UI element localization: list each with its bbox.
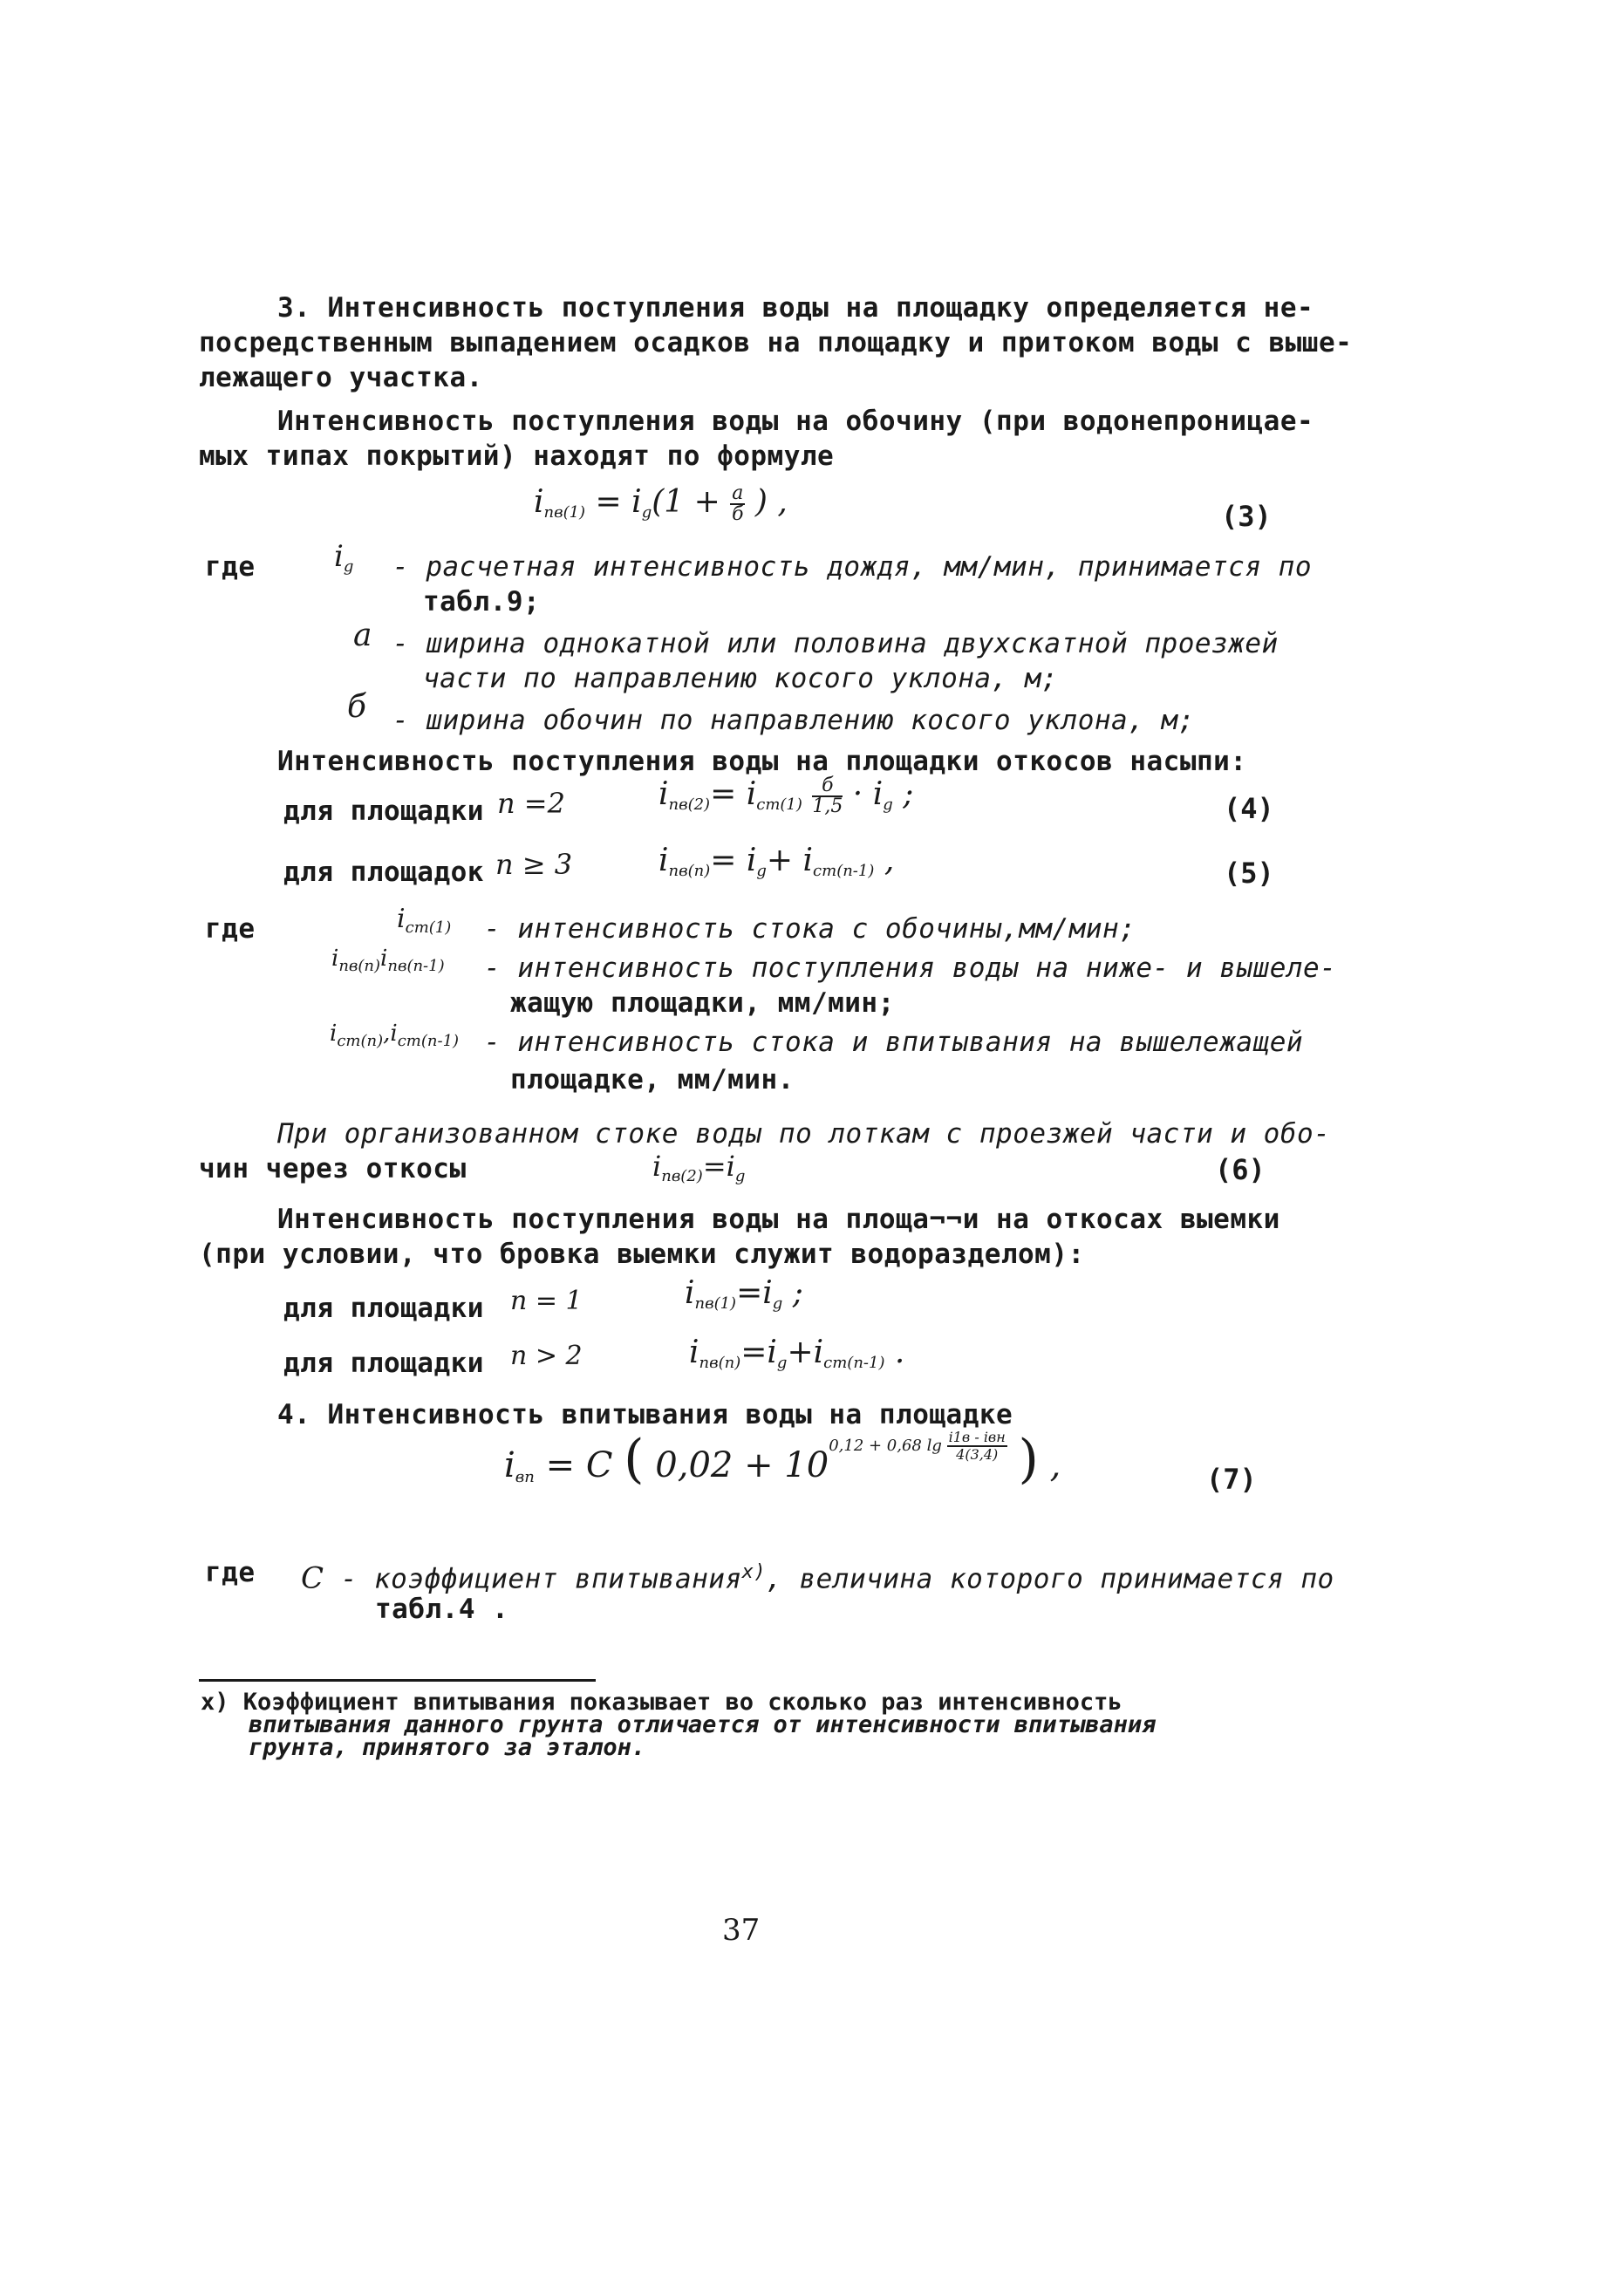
symbol-ig: $i_g$ (334, 539, 354, 576)
n-equals-1: n = 1 (510, 1286, 583, 1316)
footnote-line-1: х) Коэффициент впитывания показывает во сколько раз интенсивность (201, 1689, 1122, 1716)
symbol-c: C (301, 1560, 324, 1596)
paragraph-4-line-1: 4. Интенсивность впитывания воды на площадке (277, 1399, 1013, 1430)
equation-number-5: (5) (1224, 857, 1274, 890)
footnote-separator (199, 1679, 596, 1682)
equation-number-7: (7) (1206, 1463, 1257, 1496)
organized-line-1: При организованном стоке воды по лоткам с проезжей части и обо- (277, 1118, 1331, 1150)
symbol-a: a (353, 618, 372, 653)
a-definition-line-2: части по направлению косого уклона, м; (423, 663, 1059, 694)
b-definition-line-1: - ширина обочин по направлению косого уклона, м; (392, 705, 1195, 736)
equation-number-4: (4) (1224, 792, 1274, 825)
cut-line-1: Интенсивность поступления воды на площа¬¬и на откосах выемки (277, 1204, 1280, 1235)
where-label-2: где (205, 913, 256, 945)
n-equals-2: n =2 (497, 787, 565, 820)
symbols-i-st: $i_{ст(n)},i_{ст(n-1)}$ (330, 1021, 460, 1050)
formula-7: $i_{вп} = C$ ( $0,02 + 10^{0,12 + 0,68 lg \frac{\text{i1в - iвн}}{4(3,4)}}$ ) , (504, 1429, 1061, 1490)
s2-definition-line-1: - интенсивность поступления воды на ниже- и вышеле- (484, 952, 1337, 984)
label-for-platform-4: для площадки (283, 795, 484, 827)
formula-6: $i_{пв(2)}=i_g$ (652, 1150, 746, 1185)
equation-number-3: (3) (1221, 500, 1272, 533)
where-label-3: где (205, 1557, 256, 1588)
formula-3: $i_{пв(1)} = i_g(1$ + $\frac{a}{б}$ ) , (534, 482, 788, 525)
footnote-line-2: впитывания данного грунта отличается от интенсивности впитывания (249, 1711, 1157, 1738)
symbols-i-pv: $i_{пв(n)}i_{пв(n-1)}$ (331, 946, 445, 975)
label-for-platform-n2: для площадки (283, 1348, 484, 1379)
label-for-platforms-5: для площадок (283, 857, 484, 888)
label-for-platform-n1: для площадки (283, 1293, 484, 1324)
slopes-intro: Интенсивность поступления воды на площадки откосов насыпи: (277, 746, 1247, 777)
paragraph-3-line-3: лежащего участка. (199, 362, 483, 393)
s3-definition-line-1: - интенсивность стока и впитывания на вышележащей (484, 1027, 1304, 1058)
n-gt-2: n > 2 (510, 1341, 583, 1371)
formula-4: $i_{пв(2)}= i_{ст(1)}$ $\frac{б}{1,5}$ · $i_g$ ; (658, 775, 914, 817)
symbol-b: б (347, 689, 366, 725)
ig-definition-line-2: табл.9; (423, 586, 541, 618)
c-coefficient-definition: C - коэффициент впитывания$^{x)}$, величина которого принимается по (301, 1560, 1334, 1596)
footnote-line-3: грунта, принятого за эталон. (249, 1734, 646, 1761)
equation-number-6: (6) (1215, 1153, 1266, 1186)
where-label-1: где (205, 551, 256, 583)
s2-definition-line-2: жащую площадки, мм/мин; (510, 987, 895, 1019)
organized-line-2: чин через откосы (199, 1153, 467, 1184)
page-number: 37 (722, 1913, 761, 1948)
paragraph-3-line-2: посредственным выпадением осадков на площадку и притоком воды с выше- (199, 327, 1353, 358)
shoulder-paragraph-line-1: Интенсивность поступления воды на обочину (при водонепроницае- (277, 406, 1314, 437)
cut-line-2: (при условии, что бровка выемки служит водоразделом): (199, 1239, 1085, 1270)
s3-definition-line-2: площадке, мм/мин. (510, 1064, 795, 1096)
s1-definition: - интенсивность стока с обочины,мм/мин; (484, 913, 1136, 945)
a-definition-line-1: - ширина однокатной или половина двухскатной проезжей (392, 628, 1279, 659)
n-ge-3: n ≥ 3 (495, 848, 573, 881)
ig-definition-line-1: - расчетная интенсивность дождя, мм/мин, принимается по (392, 551, 1312, 583)
shoulder-paragraph-line-2: мых типах покрытий) находят по формуле (199, 440, 835, 472)
formula-cut-2: $i_{пв(n)}=i_g+i_{ст(n-1)}$ . (689, 1335, 905, 1372)
formula-5: $i_{пв(n)}= i_g+ i_{ст(n-1)}$ , (658, 843, 895, 880)
c-definition-line-2: табл.4 . (375, 1594, 509, 1625)
formula-cut-1: $i_{пв(1)}=i_g$ ; (685, 1275, 803, 1313)
paragraph-3-line-1: 3. Интенсивность поступления воды на площадку определяется не- (277, 292, 1314, 324)
symbol-i-st1: $i_{ст(1)}$ (397, 904, 452, 937)
